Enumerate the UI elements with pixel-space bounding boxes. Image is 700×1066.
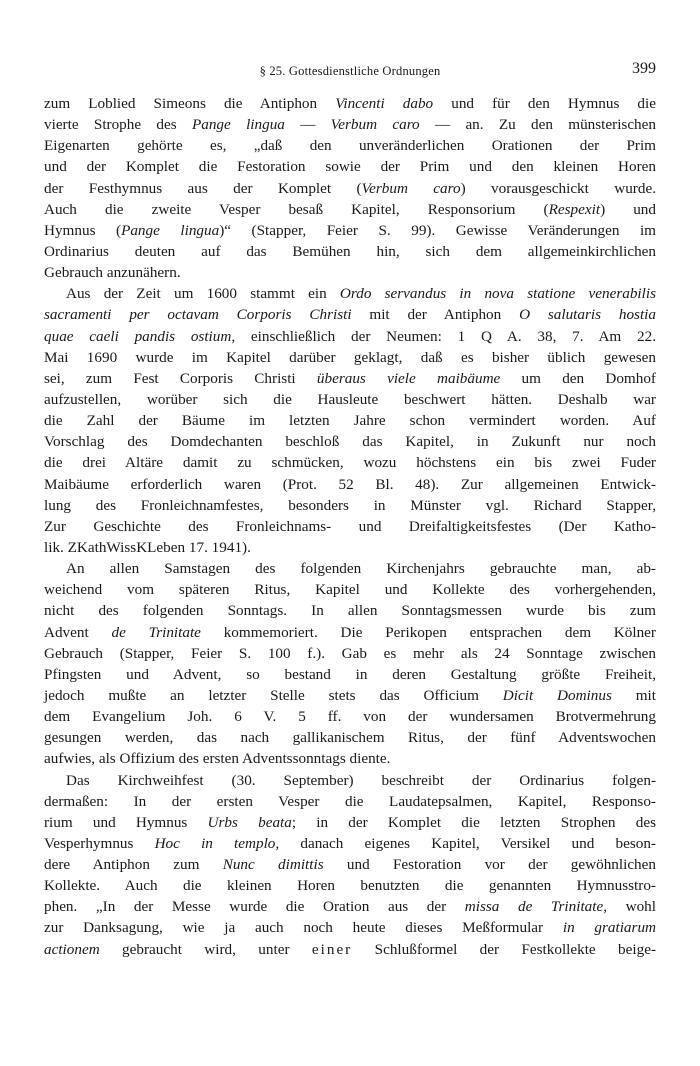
text-line: An allen Samstagen des folgenden Kirchenjahrs gebrauchte man, ab-: [66, 560, 656, 578]
text-line: vierte Strophe des Pange lingua — Verbum caro — an. Zu den münsterischen: [44, 116, 656, 134]
text-line: zur Danksagung, wie ja auch noch heute dieses Meßformular in gratiarum: [44, 919, 657, 937]
text-line: Mai 1690 wurde im Kapitel darüber geklagt, daß es bisher üblich gewesen: [44, 348, 656, 366]
text-line: Gebrauch (Stapper, Feier S. 100 f.). Gab es mehr als 24 Sonntage zwischen: [44, 644, 656, 662]
page-number: 399: [632, 60, 656, 77]
text-line: sei, zum Fest Corporis Christi überaus viele maibäume um den Domhof: [44, 369, 656, 387]
text-line: Maibäume erforderlich waren (Prot. 52 Bl. 48). Zur allgemeinen Entwick-: [44, 475, 656, 493]
text-line: Vesperhymnus Hoc in templo, danach eigenes Kapitel, Versikel und beson-: [44, 834, 656, 852]
text-line: lung des Fronleichnamfestes, besonders in Münster vgl. Richard Stapper,: [44, 496, 656, 514]
text-line: aufwies, als Offizium des ersten Adventssonntags diente.: [44, 750, 391, 768]
text-line: der Festhymnus aus der Komplet (Verbum caro) vorausgeschickt wurde.: [44, 179, 656, 197]
text-line: Advent de Trinitate kommemoriert. Die Perikopen entsprachen dem Kölner: [44, 623, 656, 641]
text-line: Hymnus (Pange lingua)“ (Stapper, Feier S. 99). Gewisse Veränderungen im: [44, 221, 656, 239]
text-line: und der Komplet die Festoration sowie der Prim und den kleinen Horen: [44, 158, 656, 176]
text-line: weichend vom späteren Ritus, Kapitel und Kollekte des vorhergehenden,: [44, 581, 656, 599]
text-line: jedoch mußte an letzter Stelle stets das Officium Dicit Dominus mit: [44, 686, 656, 704]
text-line: Pfingsten und Advent, so bestand in deren Gestaltung größte Freiheit,: [44, 665, 656, 683]
text-line: quae caeli pandis ostium, einschließlich der Neumen: 1 Q A. 38, 7. Am 22.: [44, 327, 656, 345]
text-line: Gebrauch anzunähern.: [44, 264, 181, 282]
text-line: dem Evangelium Joh. 6 V. 5 ff. von der wundersamen Brotvermehrung: [44, 708, 656, 726]
text-line: gesungen werden, das nach gallikanischem Ritus, der fünf Adventswochen: [44, 729, 656, 747]
text-line: Aus der Zeit um 1600 stammt ein Ordo servandus in nova statione venerabilis: [66, 285, 656, 303]
text-line: zum Loblied Simeons die Antiphon Vincenti dabo und für den Hymnus die: [44, 95, 656, 112]
text-line: Kollekte. Auch die kleinen Horen benutzten die genannten Hymnusstro-: [44, 877, 656, 895]
text-line: sacramenti per octavam Corporis Christi mit der Antiphon O salutaris hostia: [44, 306, 656, 324]
text-line: die drei Altäre damit zu schmücken, wozu höchstens ein bis zwei Fuder: [44, 454, 656, 472]
running-head: [44, 60, 656, 82]
text-line: actionem gebraucht wird, unter einer Schlußformel der Festkollekte beige-: [44, 940, 656, 958]
text-line: Auch die zweite Vesper besaß Kapitel, Responsorium (Respexit) und: [44, 200, 656, 218]
text-line: die Zahl der Bäume im letzten Jahre schon vermindert worden. Auf: [44, 412, 656, 430]
text-line: phen. „In der Messe wurde die Oration aus der missa de Trinitate, wohl: [44, 898, 656, 916]
text-line: lik. ZKathWissKLeben 17. 1941).: [44, 538, 251, 556]
text-line: Vorschlag des Domdechanten beschloß das Kapitel, in Zukunft nur noch: [44, 433, 656, 451]
running-title: § 25. Gottesdienstliche Ordnungen: [259, 64, 441, 78]
text-line: dere Antiphon zum Nunc dimittis und Festoration vor der gewöhnlichen: [44, 856, 656, 874]
body-text: [44, 93, 656, 960]
text-line: Ordinarius deuten auf das Bemühen hin, sich dem allgemeinkirchlichen: [44, 242, 656, 260]
text-line: nicht des folgenden Sonntags. In allen Sonntagsmessen wurde bis zum: [44, 602, 656, 620]
text-line: Eigenarten gehörte es, „daß den unveränderlichen Orationen der Prim: [44, 137, 656, 155]
text-line: dermaßen: In der ersten Vesper die Laudatepsalmen, Kapitel, Responso-: [44, 792, 656, 810]
text-line: Das Kirchweihfest (30. September) beschreibt der Ordinarius folgen-: [66, 771, 656, 789]
text-line: aufzustellen, worüber sich die Hausleute beschwert hätten. Deshalb war: [44, 390, 656, 408]
text-line: Zur Geschichte des Fronleichnams- und Dreifaltigkeitsfestes (Der Katho-: [44, 517, 656, 535]
text-line: rium und Hymnus Urbs beata; in der Komplet die letzten Strophen des: [44, 813, 656, 831]
